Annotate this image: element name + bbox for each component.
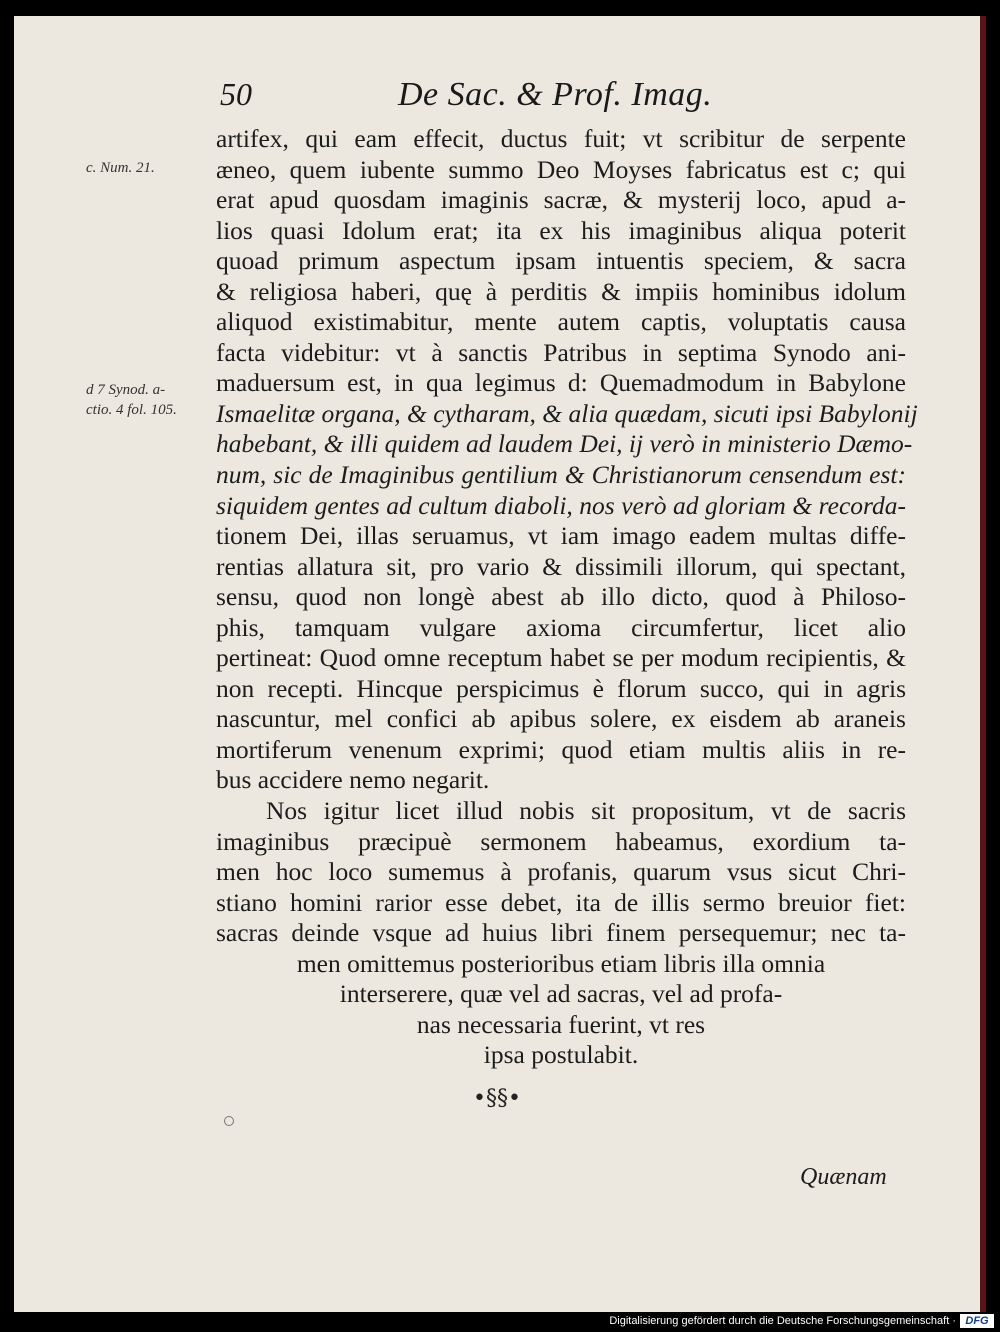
stain-mark: [224, 1116, 234, 1126]
footer-bar: [0, 1312, 1000, 1332]
text-line-centered: nas necessaria fuerint, vt res: [416, 1009, 706, 1039]
text-line-centered: interserere, quæ vel ad sacras, vel ad profa-: [339, 979, 783, 1009]
text-line-centered: ipsa postulabit.: [483, 1040, 639, 1070]
paragraph-start: Nos igitur licet illud nobis sit propositum, vt de sacris: [266, 796, 906, 826]
dfg-logo: DFG: [960, 1314, 994, 1328]
text-line: imaginibus præcipuè sermonem habeamus, exordium ta-: [216, 826, 906, 856]
text-line: facta videbitur: vt à sanctis Patribus in septima Synodo ani-: [216, 337, 906, 367]
text-line: artifex, qui eam effecit, ductus fuit; vt scribitur de serpente: [216, 124, 906, 153]
margin-note-c: c. Num. 21.: [86, 160, 155, 176]
footer-credit: Digitalisierung gefördert durch die Deutsche Forschungsgemeinschaft ·: [609, 1315, 956, 1327]
tailpiece-ornament: •§§•: [473, 1086, 521, 1111]
running-title: De Sac. & Prof. Imag.: [398, 76, 713, 113]
text-line: mortiferum venenum exprimi; quod etiam multis aliis in re-: [216, 734, 906, 764]
text-line: men hoc loco sumemus à profanis, quarum vsus sicut Chri-: [216, 857, 906, 887]
page-edge: [980, 16, 986, 1312]
text-line-italic: Ismaelitæ organa, & cytharam, & alia quædam, sicuti ipsi Babylonij: [216, 398, 918, 428]
body-text: [216, 124, 918, 1071]
text-line: nascuntur, mel confici ab apibus solere, ex eisdem ab araneis: [216, 704, 906, 734]
text-line: æneo, quem iubente summo Deo Moyses fabricatus est c; qui: [216, 154, 906, 184]
text-line: bus accidere nemo negarit.: [216, 765, 490, 795]
text-line: quoad primum aspectum ipsam intuentis speciem, & sacra: [216, 246, 906, 276]
book-page: [14, 16, 980, 1312]
text-line-italic: siquidem gentes ad cultum diaboli, nos verò ad gloriam & recorda-: [216, 490, 906, 520]
page-number: 50: [220, 76, 252, 112]
text-line-centered: men omittemus posterioribus etiam libris illa omnia: [296, 948, 826, 978]
text-line: aliquod existimabitur, mente autem captis, voluptatis causa: [216, 307, 906, 337]
text-line: & religiosa haberi, quę à perditis & impiis hominibus idolum: [216, 276, 906, 306]
text-line: phis, tamquam vulgare axioma circumfertur, licet alio: [216, 612, 906, 642]
text-line: maduersum est, in qua legimus d: Quemadmodum in Babylone: [216, 368, 906, 398]
text-line-italic: habebant, & illi quidem ad laudem Dei, ij verò in ministerio Dæmo-: [216, 429, 913, 459]
text-line: rentias allatura sit, pro vario & dissimili illorum, qui spectant,: [216, 551, 906, 581]
text-line: tionem Dei, illas seruamus, vt iam imago eadem multas diffe-: [216, 521, 906, 551]
text-line: erat apud quosdam imaginis sacræ, & mysterij loco, apud a-: [216, 185, 906, 215]
text-line: non recepti. Hincque perspicimus è florum succo, qui in agris: [216, 673, 906, 703]
catchword: Quænam: [800, 1164, 887, 1190]
text-line: sacras deinde vsque ad huius libri finem persequemur; nec ta-: [216, 918, 906, 948]
text-line: stiano homini rarior esse debet, ita de illis sermo breuior fiet:: [216, 887, 906, 917]
text-line: sensu, quod non longè abest ab illo dicto, quod à Philoso-: [216, 582, 906, 612]
text-line: lios quasi Idolum erat; ita ex his imaginibus aliqua poterit: [216, 215, 906, 245]
text-line-italic: num, sic de Imaginibus gentilium & Christianorum censendum est:: [216, 460, 906, 490]
text-line: pertineat: Quod omne receptum habet se per modum recipientis, &: [216, 643, 906, 673]
margin-note-d: d 7 Synod. a- ctio. 4 fol. 105.: [86, 382, 177, 418]
running-head: [14, 76, 980, 124]
